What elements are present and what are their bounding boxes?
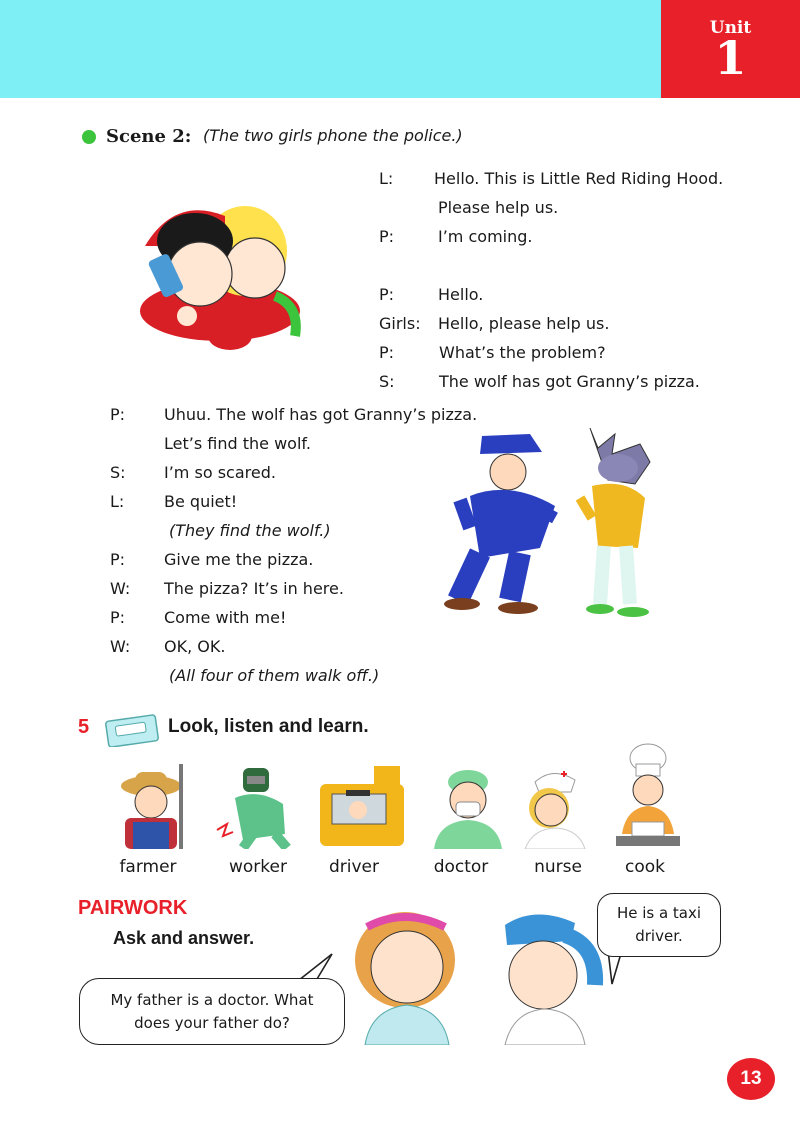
dialogue-line: Come with me! [164,608,287,627]
bubble-left-line: does your father do? [134,1014,290,1032]
unit-label: Unit [709,18,752,38]
cassette-icon [104,713,162,747]
job-label-driver: driver [328,857,379,877]
speaker-label: P: [110,405,126,424]
scene-title: Scene 2: [106,126,192,147]
section-title: Look, listen and learn. [168,716,369,737]
speaker-label: P: [379,227,395,246]
dialogue-line: Hello, please help us. [438,314,610,333]
bubble-left-line: My father is a doctor. What [110,991,314,1009]
bubble-right-line: He is a taxi [616,904,702,922]
scene-note: (The two girls phone the police.) [203,126,463,145]
speaker-label: P: [379,285,395,304]
speech-bubble-right [597,893,721,957]
worker-picture [213,764,298,849]
dialogue-line: OK, OK. [164,637,226,656]
dialogue-line: Let’s find the wolf. [164,434,311,453]
pairwork-title: PAIRWORK [78,897,188,919]
speaker-label: L: [379,169,394,188]
speaker-label: Girls: [379,314,421,333]
speaker-label: P: [379,343,395,362]
dialogue-line: Please help us. [438,198,559,217]
section-number: 5 [78,716,90,738]
speech-bubble-left [79,978,345,1045]
doctor-picture [428,764,508,849]
dialogue-line: The wolf has got Granny’s pizza. [439,372,700,391]
stage-direction: (They find the wolf.) [169,521,331,540]
pairwork-instruction: Ask and answer. [113,928,255,948]
speaker-label: P: [110,550,126,569]
unit-number: 1 [714,31,747,85]
dialogue-line: I’m coming. [438,227,533,246]
unit-badge [661,0,800,98]
dialogue-line: The pizza? It’s in here. [164,579,344,598]
job-label-cook: cook [625,857,665,877]
kids-talking-illustration [335,905,625,1045]
driver-picture [316,764,408,849]
stage-direction: (All four of them walk off.) [169,666,380,685]
dialogue-line: Hello. This is Little Red Riding Hood. [434,169,724,188]
speaker-label: W: [110,579,131,598]
page-number: 13 [727,1058,775,1100]
dialogue-line: Give me the pizza. [164,550,314,569]
nurse-picture [513,764,593,849]
police-wolf-illustration [440,418,680,623]
cook-picture [608,742,688,850]
speaker-label: W: [110,637,131,656]
dialogue-line: I’m so scared. [164,463,276,482]
farmer-picture [113,764,193,849]
job-label-farmer: farmer [119,857,177,877]
job-label-nurse: nurse [534,857,582,877]
dialogue-line: Hello. [438,285,484,304]
dialogue-line: Uhuu. The wolf has got Granny’s pizza. [164,405,478,424]
speaker-label: S: [110,463,126,482]
speaker-label: P: [110,608,126,627]
bubble-right-line: driver. [635,927,683,945]
speaker-label: S: [379,372,395,391]
bullet-icon [82,130,96,144]
job-label-doctor: doctor [433,857,489,877]
speaker-label: L: [110,492,125,511]
girls-phone-illustration [125,196,315,356]
job-label-worker: worker [229,857,287,877]
dialogue-line: Be quiet! [164,492,238,511]
dialogue-line: What’s the problem? [439,343,606,362]
